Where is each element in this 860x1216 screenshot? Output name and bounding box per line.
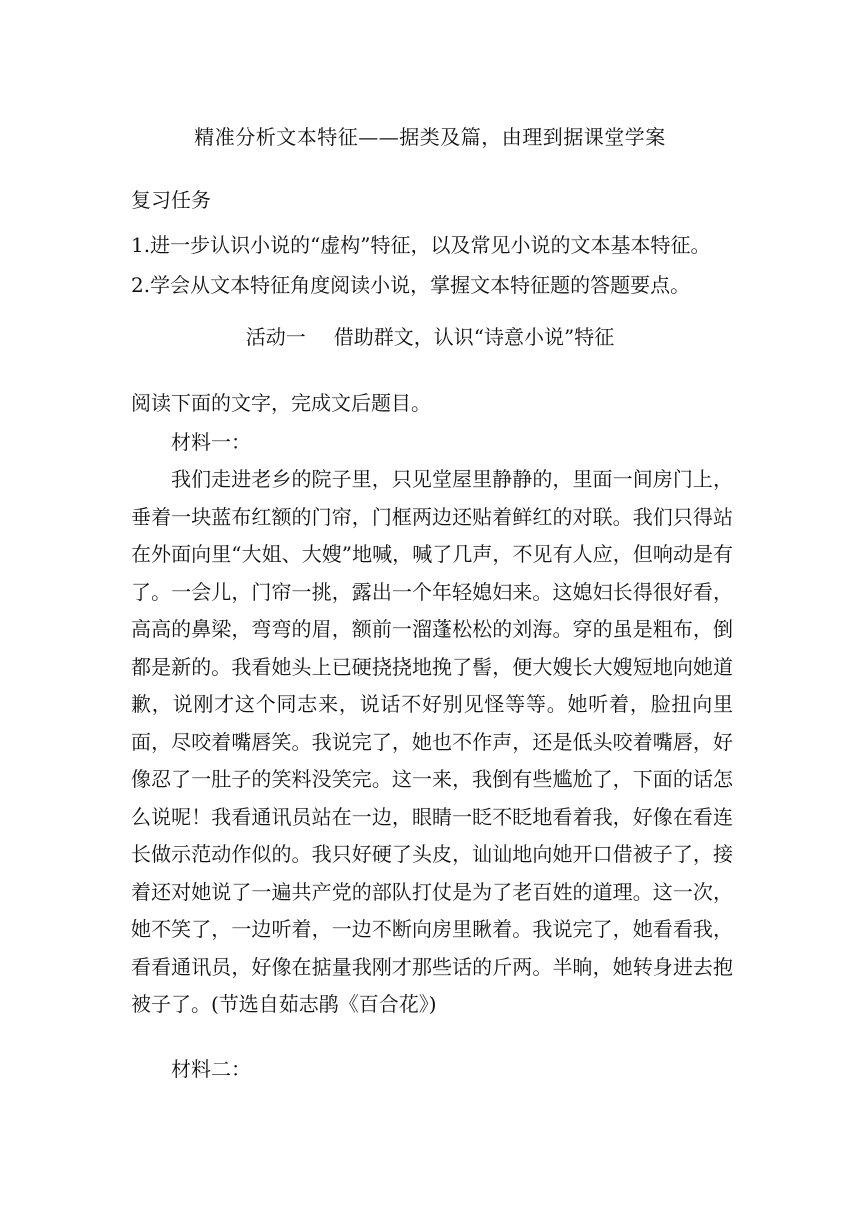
task-list — [131, 225, 741, 305]
document-title: 精准分析文本特征——据类及篇，由理到据课堂学案 — [194, 125, 666, 149]
reading-instruction: 阅读下面的文字，完成文后题目。 — [131, 391, 431, 415]
task-item: 2.学会从文本特征角度阅读小说，掌握文本特征题的答题要点。 — [131, 273, 691, 297]
material-two-label: 材料二： — [171, 1057, 251, 1081]
review-section-label: 复习任务 — [131, 188, 211, 212]
activity-number: 活动一 — [245, 325, 306, 349]
material-one-label: 材料一： — [171, 430, 251, 454]
task-item: 1.进一步认识小说的“虚构”特征，以及常见小说的文本基本特征。 — [131, 233, 711, 257]
activity-heading — [0, 322, 860, 352]
material-one-passage: 我们走进老乡的院子里，只见堂屋里静静的，里面一间房门上，垂着一块蓝布红额的门帘，门框两边还贴着鲜红的对联。我们只得站在外面向里“大姐、大嫂”地喊，喊了几声，不见有人应，但响动是有了。一会儿，门帘一挑，露出一个年轻媳妇来。这媳妇长得很好看，高高的鼻梁，弯弯的眉，额前一溜蓬松松的刘海。穿的虽是粗布，倒都是新的。我看她头上已硬挠挠地挽了髻，便大嫂长大嫂短地向她道歉，说刚才这个同志来，说话不好别见怪等等。她听着，脸扭向里面，尽咬着嘴唇笑。我说完了，她也不作声，还是低头咬着嘴唇，好像忍了一肚子的笑料没笑完。这一来，我倒有些尴尬了，下面的话怎么说呢！我看通讯员站在一边，眼睛一眨不眨地看着我，好像在看连长做示范动作似的。我只好硬了头皮，讪讪地向她开口借被子了，接着还对她说了一遍共产党的部队打仗是为了老百姓的道理。这一次，她不笑了，一边听着，一边不断向房里瞅着。我说完了，她看看我，看看通讯员，好像在掂量我刚才那些话的斤两。半晌，她转身进去抱被子了。(节选自茹志鹃《百合花》) — [131, 467, 733, 1016]
activity-title: 借助群文，认识“诗意小说”特征 — [333, 325, 615, 349]
